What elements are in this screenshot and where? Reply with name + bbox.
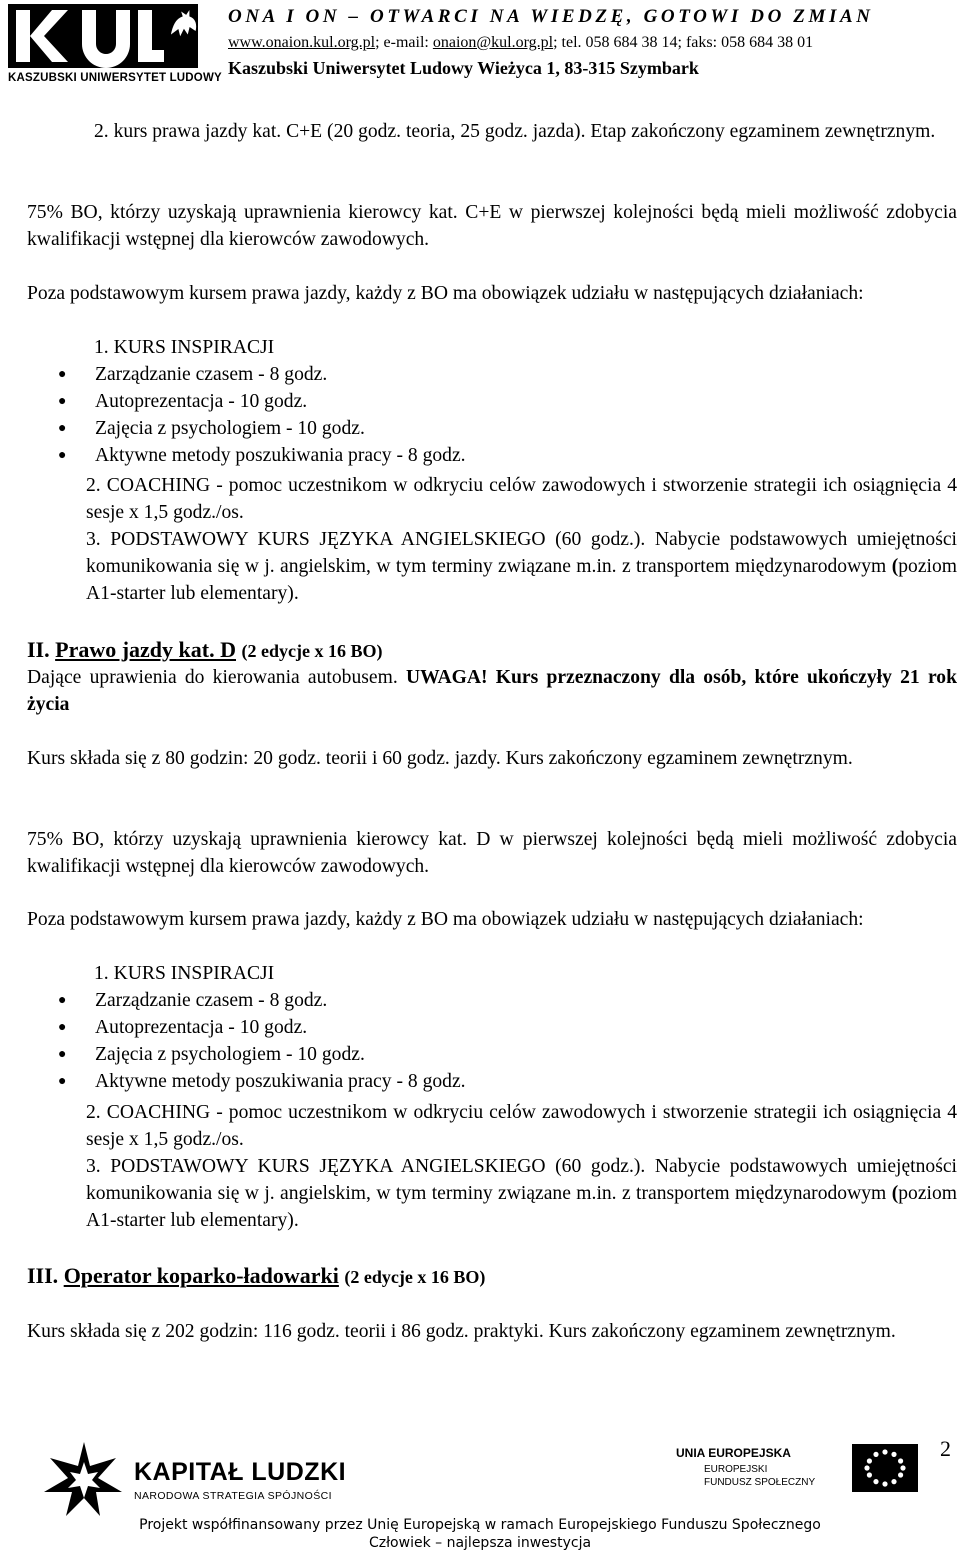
section-iii-title: Operator koparko-ładowarki bbox=[63, 1263, 339, 1288]
kul-logo bbox=[8, 4, 222, 88]
section-iii-editions: (2 edycje x 16 BO) bbox=[344, 1267, 486, 1287]
letterhead bbox=[0, 0, 960, 92]
griffin-crest-icon bbox=[166, 6, 202, 40]
paragraph-poza-1: Poza podstawowym kursem prawa jazdy, każdy z BO ma obowiązek udziału w następujących działaniach: bbox=[27, 283, 864, 304]
website-link[interactable]: www.onaion.kul.org.pl bbox=[228, 34, 376, 51]
paragraph-poza-2: Poza podstawowym kursem prawa jazdy, każdy z BO ma obowiązek udziału w następujących działaniach: bbox=[27, 909, 864, 930]
bullet-icon: ● bbox=[58, 993, 67, 1008]
email-label: ; e-mail: bbox=[375, 34, 433, 51]
logo-caption: KASZUBSKI UNIWERSYTET LUDOWY bbox=[8, 72, 222, 84]
list-item: ● Zarządzanie czasem - 8 godz. bbox=[95, 987, 327, 1014]
bullet-icon: ● bbox=[58, 1047, 67, 1062]
list-item: ● Zajęcia z psychologiem - 10 godz. bbox=[95, 1041, 365, 1068]
section-ii-editions: (2 edycje x 16 BO) bbox=[241, 641, 383, 661]
list-item: ● Aktywne metody poszukiwania pracy - 8 godz. bbox=[95, 1068, 466, 1095]
kapital-ludzki-logo bbox=[38, 1440, 347, 1518]
section-ii-heading bbox=[27, 636, 957, 665]
list-item: ● Zajęcia z psychologiem - 10 godz. bbox=[95, 415, 365, 442]
kapital-ludzki-star-icon bbox=[38, 1440, 128, 1518]
footer-line2: Człowiek – najlepsza inwestycja bbox=[368, 1535, 592, 1551]
header-address: Kaszubski Uniwersytet Ludowy Wieżyca 1, 83-315 Szymbark bbox=[228, 58, 699, 78]
section-ii-intro: Dające uprawienia do kierowania autobusem. UWAGA! Kurs przeznaczony dla osób, które ukończyły 21 rok życia bbox=[27, 667, 957, 715]
bullet-icon: ● bbox=[58, 1074, 67, 1089]
eu-line2: EUROPEJSKI bbox=[704, 1464, 768, 1475]
coaching-item: 2. COACHING - pomoc uczestnikom w odkryciu celów zawodowych i stworzenie strategii ich osiągnięcia 4 sesje x 1,5 godz./os. bbox=[86, 475, 957, 523]
course-ce-item: 2. kurs prawa jazdy kat. C+E (20 godz. teoria, 25 godz. jazda). Etap zakończony egzaminem zewnętrznym. bbox=[94, 121, 936, 142]
section-iii-heading bbox=[27, 1262, 957, 1291]
kl-subtitle: NARODOWA STRATEGIA SPÓJNOŚCI bbox=[134, 1490, 332, 1502]
eu-line3: FUNDUSZ SPOŁECZNY bbox=[704, 1477, 816, 1488]
section-ii-hours: Kurs składa się z 80 godzin: 20 godz. teorii i 60 godz. jazdy. Kurs zakończony egzaminem zewnętrznym. bbox=[27, 748, 853, 769]
bullet-icon: ● bbox=[58, 1020, 67, 1035]
section-iii-numeral: III. bbox=[27, 1263, 59, 1288]
paragraph-75-ce: 75% BO, którzy uzyskają uprawnienia kierowcy kat. C+E w pierwszej kolejności będą mieli możliwość zdobycia kwalifikacji wstępnej dla kierowców zawodowych. bbox=[27, 202, 957, 250]
eu-line1: UNIA EUROPEJSKA bbox=[676, 1446, 791, 1460]
kurs-inspiracji-heading-2: 1. KURS INSPIRACJI bbox=[94, 963, 275, 984]
coaching-item-2: 2. COACHING - pomoc uczestnikom w odkryciu celów zawodowych i stworzenie strategii ich osiągnięcia 4 sesje x 1,5 godz./os. bbox=[86, 1102, 957, 1150]
footer-line1: Projekt współfinansowany przez Unię Europejską w ramach Europejskiego Funduszu Społecznego bbox=[139, 1517, 821, 1533]
phone-fax: ; tel. 058 684 38 14; faks: 058 684 38 01 bbox=[553, 34, 814, 51]
list-item: ● Autoprezentacja - 10 godz. bbox=[95, 1014, 307, 1041]
english-course-item-2: 3. PODSTAWOWY KURS JĘZYKA ANGIELSKIEGO (60 godz.). Nabycie podstawowych umiejętności komunikowania się w j. angielskim, w tym terminy związane m.in. z transportem międzynarodowym (poziom A1-starter lub elementary). bbox=[86, 1156, 957, 1231]
bullet-icon: ● bbox=[58, 394, 67, 409]
list-item: ● Zarządzanie czasem - 8 godz. bbox=[95, 361, 327, 388]
section-ii-numeral: II. bbox=[27, 637, 50, 662]
eu-logo-text bbox=[676, 1444, 826, 1512]
kurs-inspiracji-heading: 1. KURS INSPIRACJI bbox=[94, 337, 275, 358]
email-link[interactable]: onaion@kul.org.pl bbox=[432, 34, 554, 51]
page-number: 2 bbox=[940, 1436, 951, 1461]
kl-title: KAPITAŁ LUDZKI bbox=[134, 1458, 347, 1486]
eu-flag-icon bbox=[850, 1436, 920, 1506]
paragraph-75-d: 75% BO, którzy uzyskają uprawnienia kierowcy kat. D w pierwszej kolejności będą mieli możliwość zdobycia kwalifikacji wstępnej dla kierowców zawodowych. bbox=[27, 829, 957, 877]
bullet-icon: ● bbox=[58, 367, 67, 382]
section-ii-title: Prawo jazdy kat. D bbox=[55, 637, 236, 662]
english-course-item: 3. PODSTAWOWY KURS JĘZYKA ANGIELSKIEGO (60 godz.). Nabycie podstawowych umiejętności komunikowania się w j. angielskim, w tym terminy związane m.in. z transportem międzynarodowym (poziom A1-starter lub elementary). bbox=[86, 529, 957, 604]
age-warning: UWAGA! Kurs przeznaczony dla osób, które ukończyły 21 rok życia bbox=[27, 667, 957, 715]
header-contact bbox=[228, 34, 813, 52]
section-iii-hours: Kurs składa się z 202 godzin: 116 godz. teorii i 86 godz. praktyki. Kurs zakończony egzaminem zewnętrznym. bbox=[27, 1321, 896, 1342]
list-item: ● Aktywne metody poszukiwania pracy - 8 godz. bbox=[95, 442, 466, 469]
header-motto: ONA I ON – OTWARCI NA WIEDZĘ, GOTOWI DO ZMIAN bbox=[228, 6, 874, 27]
bullet-icon: ● bbox=[58, 421, 67, 436]
list-item: ● Autoprezentacja - 10 godz. bbox=[95, 388, 307, 415]
bullet-icon: ● bbox=[58, 448, 67, 463]
